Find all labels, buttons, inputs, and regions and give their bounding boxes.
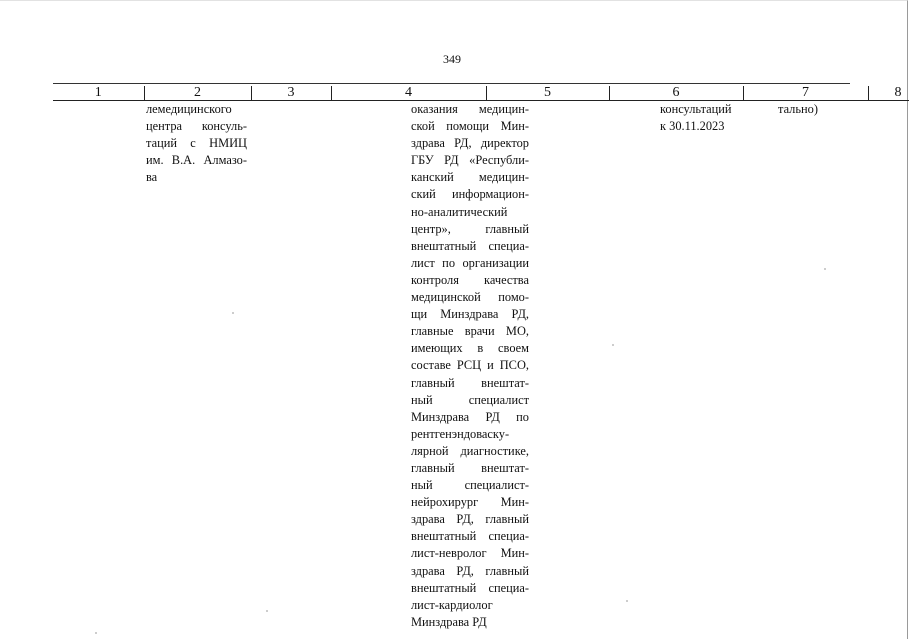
cell-line: лист-невролог Мин- — [411, 546, 529, 561]
header-row — [53, 86, 909, 101]
cell-line: оказания медицин- — [411, 102, 529, 116]
cell-line: лист-кардиолог — [411, 597, 493, 612]
cell-line: рентгенэндоваску- — [411, 426, 510, 441]
cell-line: Минздрава РД по — [411, 409, 529, 424]
scan-speck — [824, 268, 826, 270]
cell-line: составе РСЦ и ПСО, — [411, 358, 529, 373]
cell-line: внештатный специа- — [411, 238, 529, 253]
page-number: 349 — [443, 52, 461, 66]
column-header-2: 2 — [144, 86, 251, 101]
cell-line: консультаций — [660, 102, 732, 116]
cell-line: ской помощи Мин- — [411, 119, 529, 134]
cell-line: главные врачи МО, — [411, 324, 529, 339]
column-header-1: 1 — [53, 86, 144, 101]
cell-line: центр», главный — [411, 221, 529, 236]
scan-speck — [266, 610, 268, 612]
scan-speck — [232, 312, 234, 314]
cell-line: тально) — [778, 102, 818, 116]
cell-line: к 30.11.2023 — [660, 119, 725, 134]
cell-line: контроля качества — [411, 272, 529, 287]
table-top-rule — [53, 83, 850, 84]
cell-line: нейрохирург Мин- — [411, 495, 529, 510]
cell-line: ГБУ РД «Республи- — [411, 153, 529, 168]
cell-line: центра консуль- — [146, 119, 247, 134]
cell-column-2 — [146, 101, 247, 186]
cell-column-5 — [411, 101, 529, 631]
cell-line: таций с НМИЦ — [146, 136, 247, 151]
column-header-7: 7 — [743, 86, 868, 101]
cell-column-8 — [778, 101, 838, 118]
column-header-5: 5 — [486, 86, 609, 101]
scan-speck — [626, 600, 628, 602]
cell-line: Минздрава РД — [411, 614, 487, 629]
cell-line: ский информацион- — [411, 187, 529, 202]
cell-column-7 — [660, 101, 740, 135]
cell-line: лист по организации — [411, 255, 529, 270]
cell-line: но-аналитический — [411, 204, 508, 219]
cell-line: щи Минздрава РД, — [411, 307, 529, 322]
cell-line: лярной диагностике, — [411, 443, 529, 458]
cell-line: здрава РД, директор — [411, 136, 529, 151]
column-header-6: 6 — [609, 86, 743, 101]
cell-line: главный внештат- — [411, 375, 529, 390]
cell-line: медицинской помо- — [411, 290, 529, 305]
scan-speck — [612, 344, 614, 346]
column-header-8: 8 — [868, 86, 909, 101]
cell-line: внештатный специа- — [411, 529, 529, 544]
cell-line: здрава РД, главный — [411, 512, 529, 527]
column-header-3: 3 — [251, 86, 331, 101]
scan-speck — [95, 632, 97, 634]
cell-line: ный специалист — [411, 392, 529, 407]
cell-line: канский медицин- — [411, 170, 529, 185]
cell-line: здрава РД, главный — [411, 563, 529, 578]
cell-line: лемедицинского — [146, 102, 232, 116]
cell-line: имеющих в своем — [411, 341, 529, 356]
column-number-header — [53, 86, 909, 101]
column-header-4: 4 — [331, 86, 486, 101]
cell-line: им. В.А. Алмазо- — [146, 153, 247, 168]
cell-line: ва — [146, 170, 158, 185]
cell-line: ный специалист- — [411, 478, 529, 493]
cell-line: главный внештат- — [411, 460, 529, 475]
cell-line: внештатный специа- — [411, 580, 529, 595]
